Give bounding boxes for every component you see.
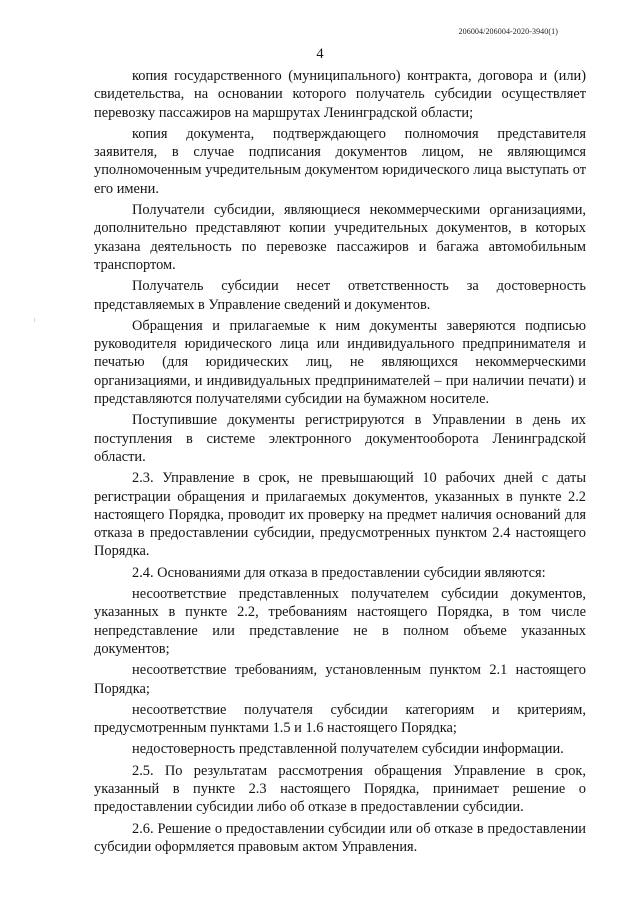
paragraph: Обращения и прилагаемые к ним документы заверяются подписью руководителя юридического лица или индивидуального предпринимателя и печатью (для юридических лиц, не являющихся некоммерческими организациями, и индивидуальных предпринимателей – при наличии печати) и представляются получателями субсидии на бумажном носителе. [94, 317, 586, 408]
paragraph: несоответствие требованиям, установленным пунктом 2.1 настоящего Порядка; [94, 662, 586, 697]
paragraph: 2.6. Решение о предоставлении субсидии или об отказе в предоставлении субсидии оформляется правовым актом Управления. [94, 820, 586, 855]
paragraph: копия государственного (муниципального) контракта, договора и (или) свидетельства, на основании которого получатель субсидии осуществляет перевозку пассажиров на маршрутах Ленинградской области; [94, 68, 586, 121]
paragraph: Поступившие документы регистрируются в Управлении в день их поступления в системе электронного документооборота Ленинградской области. [94, 412, 586, 465]
paragraph: 2.3. Управление в срок, не превышающий 10 рабочих дней с даты регистрации обращения и прилагаемых документов, указанных в пункте 2.2 настоящего Порядка, проводит их проверку на предмет наличия оснований для отказа в предоставлении субсидии, предусмотренных пунктом 2.4 настоящего Порядка. [94, 470, 586, 560]
paragraph: Получатель субсидии несет ответственность за достоверность представляемых в Управление сведений и документов. [94, 278, 586, 313]
paragraph: недостоверность представленной получателем субсидии информации. [132, 741, 564, 758]
paragraph: несоответствие получателя субсидии категориям и критериям, предусмотренным пунктами 1.5 и 1.6 настоящего Порядка; [94, 701, 586, 737]
document-body [94, 67, 586, 859]
page-number: 4 [316, 46, 324, 62]
paragraph: 2.4. Основаниями для отказа в предоставлении субсидии являются: [132, 564, 546, 581]
document-registration-number: 206004/206004-2020-3940(1) [458, 27, 558, 36]
paragraph: Получатели субсидии, являющиеся некоммерческими организациями, дополнительно представляют копии учредительных документов, в которых указана деятельность по перевозке пассажиров и багажа автомобильным транспортом. [94, 202, 586, 273]
paragraph: копия документа, подтверждающего полномочия представителя заявителя, в случае подписания документов лицом, не являющимся уполномоченным учредительным документом юридического лица выступать от его имени. [94, 125, 586, 197]
paragraph: 2.5. По результатам рассмотрения обращения Управление в срок, указанный в пункте 2.3 настоящего Порядка, принимает решение о предоставлении субсидии либо об отказе в предоставлении субсидии. [94, 762, 586, 816]
scan-artifact [34, 318, 35, 322]
paragraph: несоответствие представленных получателем субсидии документов, указанных в пункте 2.2, требованиям настоящего Порядка, в том числе непредставление или представление не в полном объеме указанных документов; [94, 586, 586, 657]
